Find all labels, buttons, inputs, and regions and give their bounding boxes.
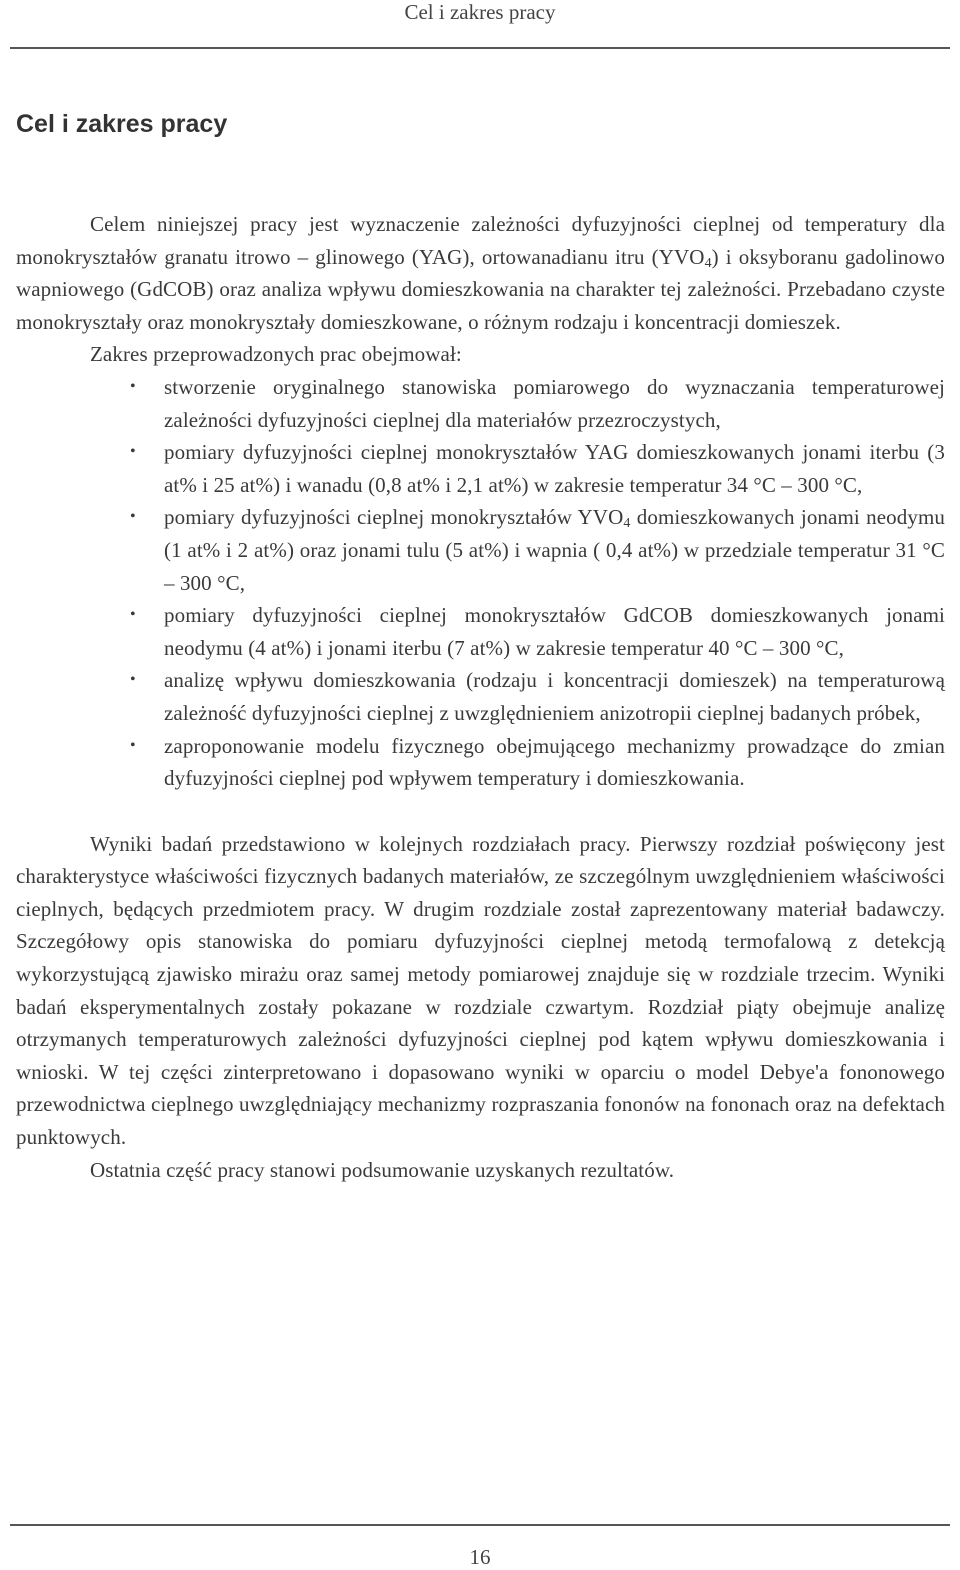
scope-item xyxy=(130,599,945,664)
scope-item xyxy=(130,730,945,795)
bullet-icon: • xyxy=(130,671,136,689)
header-rule xyxy=(10,47,950,49)
intro-paragraph xyxy=(16,208,945,338)
scope-item xyxy=(130,436,945,501)
scope-item xyxy=(130,371,945,436)
paragraph-gap xyxy=(16,795,945,828)
bullet-icon: • xyxy=(130,736,136,754)
scope-item-text: pomiary dyfuzyjności cieplnej monokryształów YAG domieszkowanych jonami iterbu (3 at% i 25 at%) i wanadu (0,8 at% i 2,1 at%) w zakresie temperatur 34 °C – 300 °C, xyxy=(164,440,945,497)
scope-item-text-2: domieszkowanych jonami neodymu (1 at% i 2 at%) oraz jonami tulu (5 at%) i wapnia ( 0,4 at%) w przedziale temperatur 31 °C – 300 °C, xyxy=(164,505,946,595)
scope-item xyxy=(130,501,946,599)
scope-item-text: analizę wpływu domieszkowania (rodzaju i koncentracji domieszek) na temperaturową zależność dyfuzyjności cieplnej z uwzględnieniem anizotropii cieplnej badanych próbek, xyxy=(164,668,945,725)
intro-text-2: ) i oksyboranu gadolinowo wapniowego (GdCOB) oraz analiza wpływu domieszkowania na charakter tej zależności. Przebadano czyste monokryształy oraz monokryształy domieszkowane, o różnym rodzaju i koncentracji domieszek. xyxy=(16,244,945,334)
bullet-icon: • xyxy=(130,508,136,526)
body-text xyxy=(16,208,945,1186)
running-header: Cel i zakres pracy xyxy=(404,0,556,24)
bullet-icon: • xyxy=(130,377,136,395)
scope-item xyxy=(130,664,945,729)
bullet-icon: • xyxy=(130,443,136,461)
scope-intro: Zakres przeprowadzonych prac obejmował: xyxy=(90,342,462,367)
scope-item-subscript: 4 xyxy=(623,516,631,532)
page-number: 16 xyxy=(469,1545,491,1569)
page-title: Cel i zakres pracy xyxy=(16,110,228,138)
closing-paragraph: Ostatnia część pracy stanowi podsumowanie uzyskanych rezultatów. xyxy=(90,1157,675,1182)
scope-item-text-1: pomiary dyfuzyjności cieplnej monokryształów YVO xyxy=(164,505,624,530)
footer-rule xyxy=(10,1524,950,1526)
scope-list xyxy=(16,371,945,795)
bullet-icon: • xyxy=(130,606,136,624)
scope-item-text: stworzenie oryginalnego stanowiska pomiarowego do wyznaczania temperaturowej zależności dyfuzyjności cieplnej dla materiałów przezroczystych, xyxy=(164,374,945,432)
intro-subscript: 4 xyxy=(704,255,712,271)
scope-item-text: zaproponowanie modelu fizycznego obejmującego mechanizmy prowadzące do zmian dyfuzyjności cieplnej pod wpływem temperatury i domieszkowania. xyxy=(164,733,945,791)
scope-item-text: pomiary dyfuzyjności cieplnej monokryształów GdCOB domieszkowanych jonami neodymu (4 at%) i jonami iterbu (7 at%) w zakresie temperatur 40 °C – 300 °C, xyxy=(164,603,945,660)
results-paragraph: Wyniki badań przedstawiono w kolejnych rozdziałach pracy. Pierwszy rozdział poświęcony jest charakterystyce właściwości fizycznych badanych materiałów, ze szczególnym uwzględnieniem właściwości cieplnych, będących przedmiotem pracy. W drugim rozdziale został zaprezentowany materiał badawczy. Szczegółowy opis stanowiska do pomiaru dyfuzyjności cieplnej metodą termofalową z detekcją wykorzystującą zjawisko mirażu oraz samej metody pomiarowej znajduje się w rozdziale trzecim. Wyniki badań eksperymentalnych zostały pokazane w rozdziale czwartym. Rozdział piąty obejmuje analizę otrzymanych temperaturowych zależności dyfuzyjności cieplnej pod kątem wpływu domieszkowania i wnioski. W tej części zinterpretowano i dopasowano wyniki w oparciu o model Debye'a fononowego przewodnictwa cieplnego uwzględniający mechanizmy rozpraszania fononów na fononach oraz na defektach punktowych. xyxy=(16,831,945,1150)
intro-text-1: Celem niniejszej pracy jest wyznaczenie zależności dyfuzyjności cieplnej od temperatury dla monokryształów granatu itrowo – glinowego (YAG), ortowanadianu itru (YVO xyxy=(16,212,945,269)
